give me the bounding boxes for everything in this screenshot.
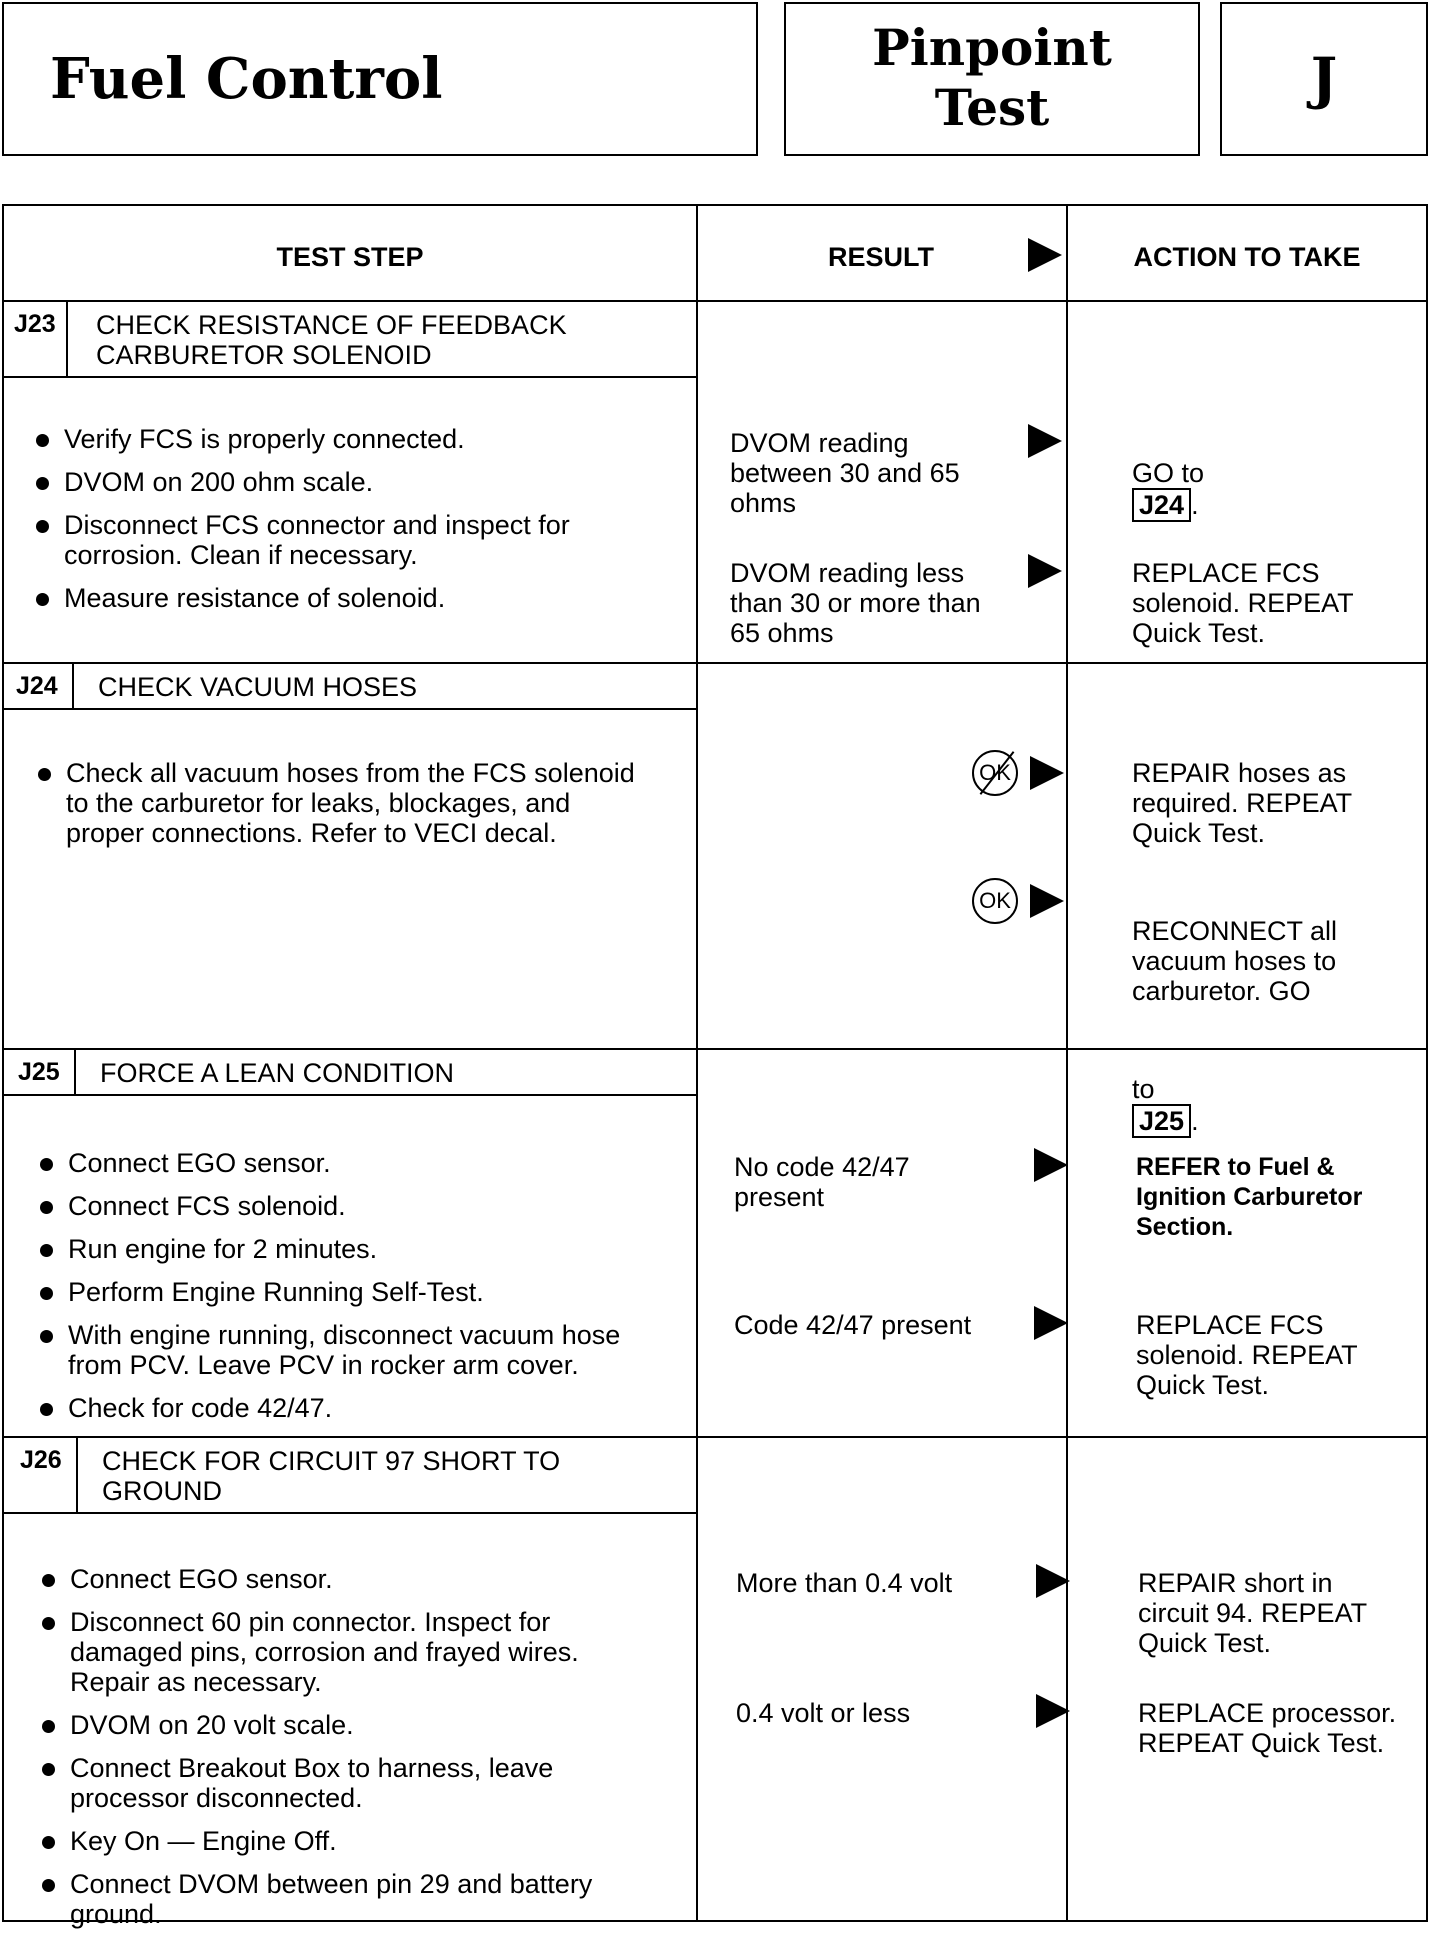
result-arrow-icon [1034,1306,1068,1340]
header-divider [4,300,1426,302]
result-text: DVOM reading between 30 and 65 ohms [730,428,960,518]
result-text: No code 42/47 present [734,1152,910,1212]
pinpoint-test-label [786,18,1198,138]
bullet-item: Perform Engine Running Self-Test. [36,1277,686,1307]
step-ref-j25[interactable]: J25 [1132,1104,1191,1138]
step-id-j23: J23 [14,310,56,338]
bullet-item: Verify FCS is properly connected. [32,424,672,454]
title-box [2,2,758,156]
bullet-item: Measure resistance of solenoid. [32,583,672,613]
bullet-item: Connect FCS solenoid. [36,1191,686,1221]
step-title-underline-j24 [72,708,696,710]
action-text: REPLACE FCS solenoid. REPEAT Quick Test. [1132,558,1354,648]
result-arrow-icon [1028,554,1062,588]
row-divider [4,662,1426,664]
pinpoint-line2: Test [934,78,1050,137]
result-arrow-icon [1030,756,1064,790]
row-divider [4,1048,1426,1050]
step-bullets-j24 [34,758,684,861]
result-text: DVOM reading less than 30 or more than 65 ohms [730,558,981,648]
header-result: RESULT [828,242,934,272]
step-ref-j24[interactable]: J24 [1132,488,1191,522]
pinpoint-test-table [2,204,1428,1929]
bullet-item: Connect EGO sensor. [38,1564,688,1594]
step-bullets-j26 [38,1564,688,1942]
header-test-step: TEST STEP [276,242,424,272]
action-text: REPAIR hoses as required. REPEAT Quick Test. [1132,758,1353,848]
test-letter-box [1220,2,1428,156]
bullet-item: Run engine for 2 minutes. [36,1234,686,1264]
action-text: REPLACE processor. REPEAT Quick Test. [1138,1698,1397,1758]
bullet-item: Connect Breakout Box to harness, leave processor disconnected. [38,1753,688,1813]
bullet-item: Check for code 42/47. [36,1393,686,1423]
action-suffix: . [1191,490,1199,520]
header-arrow-icon [1028,238,1062,272]
action-suffix: . [1191,1106,1199,1136]
result-text: 0.4 volt or less [736,1698,911,1728]
step-title-j26: CHECK FOR CIRCUIT 97 SHORT TO GROUND [102,1446,561,1506]
bullet-item: Key On — Engine Off. [38,1826,688,1856]
page-title: Fuel Control [50,46,443,112]
action-goto-line [1132,1044,1337,1138]
pinpoint-test-box [784,2,1200,156]
bullet-item: DVOM on 20 volt scale. [38,1710,688,1740]
step-title-underline-j25 [74,1094,696,1096]
bullet-item: Check all vacuum hoses from the FCS solenoid to the carburetor for leaks, blockages, and proper connections. Refer to VECI decal. [34,758,684,848]
header-action: ACTION TO TAKE [1133,242,1361,272]
step-bullets-j25 [36,1148,686,1436]
not-ok-symbol-icon [972,750,1018,796]
result-arrow-icon [1034,1148,1068,1182]
step-id-j25: J25 [18,1058,60,1086]
bullet-item: Disconnect FCS connector and inspect for corrosion. Clean if necessary. [32,510,672,570]
test-letter: J [1310,46,1338,112]
step-title-j24: CHECK VACUUM HOSES [98,672,418,702]
result-arrow-icon [1036,1564,1070,1598]
bullet-item: Disconnect 60 pin connector. Inspect for damaged pins, corrosion and frayed wires. Repair as necessary. [38,1607,688,1697]
result-arrow-icon [1036,1694,1070,1728]
action-text [1132,428,1204,522]
pinpoint-line1: Pinpoint [872,18,1112,77]
bullet-item: Connect DVOM between pin 29 and battery ground. [38,1869,688,1929]
result-text: More than 0.4 volt [736,1568,953,1598]
result-arrow-icon [1028,424,1062,458]
column-divider-action [1066,206,1068,1920]
ok-symbol-icon [972,878,1018,924]
action-lines: RECONNECT all vacuum hoses to carburetor. GO [1132,916,1338,1006]
action-text: REPAIR short in circuit 94. REPEAT Quick Test. [1138,1568,1368,1658]
action-text: REPLACE FCS solenoid. REPEAT Quick Test. [1136,1310,1358,1400]
step-title-j25: FORCE A LEAN CONDITION [100,1058,455,1088]
action-prefix: GO to [1132,458,1205,488]
bullet-item: Connect EGO sensor. [36,1148,686,1178]
step-title-underline-j23 [66,376,696,378]
bullet-item: With engine running, disconnect vacuum hose from PCV. Leave PCV in rocker arm cover. [36,1320,686,1380]
result-arrow-icon [1030,884,1064,918]
action-text [1132,886,1337,1168]
row-divider [4,1436,1426,1438]
not-ok-symbol-text: OK [979,760,1011,785]
result-text: Code 42/47 present [734,1310,972,1340]
step-title-underline-j26 [76,1512,696,1514]
step-id-j24: J24 [16,672,58,700]
action-text: REFER to Fuel & Ignition Carburetor Section. [1136,1153,1363,1241]
column-divider-result [696,206,698,1920]
step-title-j23: CHECK RESISTANCE OF FEEDBACK CARBURETOR SOLENOID [96,310,567,370]
ok-symbol-text: OK [979,888,1011,913]
bullet-item: DVOM on 200 ohm scale. [32,467,672,497]
action-prefix: to [1132,1074,1155,1104]
step-bullets-j23 [32,424,672,626]
step-id-j26: J26 [20,1446,62,1474]
